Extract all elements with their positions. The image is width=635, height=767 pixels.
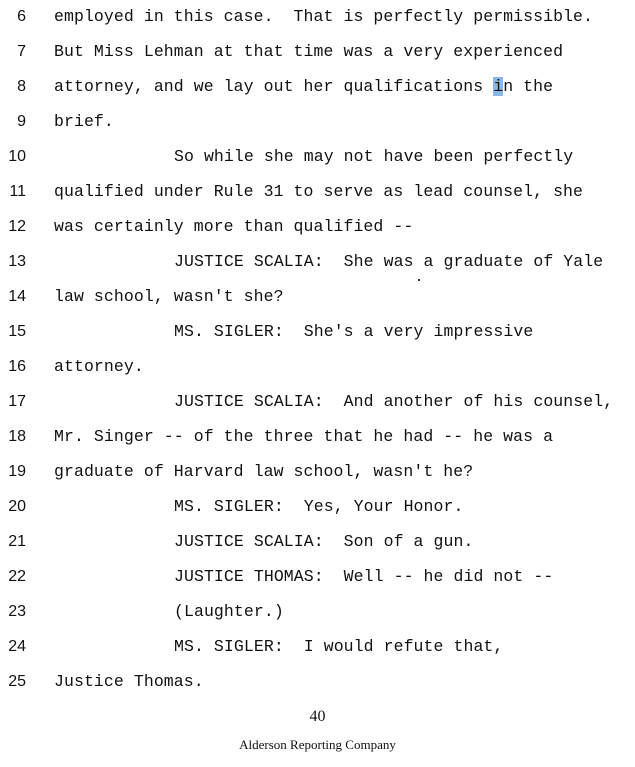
line-number: 21: [8, 533, 26, 550]
line-number: 19: [8, 463, 26, 480]
line-number: 17: [8, 393, 26, 410]
line-number: 22: [8, 568, 26, 585]
line-text-segment: n the: [503, 77, 554, 96]
line-text[interactable]: Mr. Singer -- of the three that he had -- he was a: [54, 427, 554, 446]
line-number: 7: [17, 43, 26, 60]
line-text[interactable]: MS. SIGLER: I would refute that,: [174, 637, 504, 656]
line-number: 24: [8, 638, 26, 655]
line-text[interactable]: law school, wasn't she?: [54, 287, 284, 306]
line-text-segment: attorney, and we lay out her qualifications: [54, 77, 494, 96]
line-text[interactable]: Justice Thomas.: [54, 672, 204, 691]
line-number: 11: [9, 183, 26, 200]
line-number: 10: [8, 148, 26, 165]
transcript-line: [0, 218, 635, 253]
transcript-line: [0, 288, 635, 323]
line-number: 20: [8, 498, 26, 515]
line-text[interactable]: qualified under Rule 31 to serve as lead counsel, she: [54, 182, 584, 201]
transcript-line: [0, 393, 635, 428]
line-text[interactable]: (Laughter.): [174, 602, 284, 621]
line-text[interactable]: graduate of Harvard law school, wasn't he?: [54, 462, 474, 481]
transcript-line: [0, 498, 635, 533]
transcript-line: [0, 183, 635, 218]
transcript-line: [0, 78, 635, 113]
line-number: 8: [17, 78, 26, 95]
line-text[interactable]: JUSTICE SCALIA: And another of his counsel,: [174, 392, 614, 411]
text-selection-cursor: i: [493, 77, 504, 96]
line-text[interactable]: attorney.: [54, 357, 144, 376]
line-number: 23: [8, 603, 26, 620]
line-text[interactable]: [54, 78, 553, 96]
transcript-line: [0, 148, 635, 183]
transcript-line: [0, 113, 635, 148]
footer-company: Alderson Reporting Company: [239, 737, 396, 752]
line-text[interactable]: JUSTICE THOMAS: Well -- he did not --: [174, 567, 554, 586]
transcript-line: [0, 533, 635, 568]
line-number: 12: [8, 218, 26, 235]
line-text[interactable]: employed in this case. That is perfectly permissible.: [54, 7, 594, 26]
transcript-line: [0, 603, 635, 638]
line-number: 25: [8, 673, 26, 690]
transcript-line: [0, 8, 635, 43]
line-number: 9: [17, 113, 26, 130]
transcript-line: [0, 253, 635, 288]
line-text[interactable]: JUSTICE SCALIA: She was a graduate of Yale: [174, 252, 604, 271]
line-text[interactable]: So while she may not have been perfectly: [174, 147, 574, 166]
line-number: 13: [8, 253, 26, 270]
line-number: 6: [17, 8, 26, 25]
line-text[interactable]: But Miss Lehman at that time was a very experienced: [54, 42, 564, 61]
line-number: 15: [8, 323, 26, 340]
transcript-line: [0, 463, 635, 498]
page-number: 40: [309, 708, 326, 725]
line-number: 14: [8, 288, 26, 305]
transcript-line: [0, 568, 635, 603]
line-number: 16: [8, 358, 26, 375]
line-text[interactable]: JUSTICE SCALIA: Son of a gun.: [174, 532, 474, 551]
transcript-line: [0, 673, 635, 708]
line-text[interactable]: MS. SIGLER: She's a very impressive: [174, 322, 534, 341]
transcript-line: [0, 43, 635, 78]
transcript-line: [0, 323, 635, 358]
scan-artifact-dot: [418, 279, 420, 281]
line-text[interactable]: was certainly more than qualified --: [54, 217, 414, 236]
transcript-line: [0, 428, 635, 463]
line-text[interactable]: brief.: [54, 112, 114, 131]
transcript-line: [0, 638, 635, 673]
line-number: 18: [8, 428, 26, 445]
line-text[interactable]: MS. SIGLER: Yes, Your Honor.: [174, 497, 464, 516]
transcript-line: [0, 358, 635, 393]
